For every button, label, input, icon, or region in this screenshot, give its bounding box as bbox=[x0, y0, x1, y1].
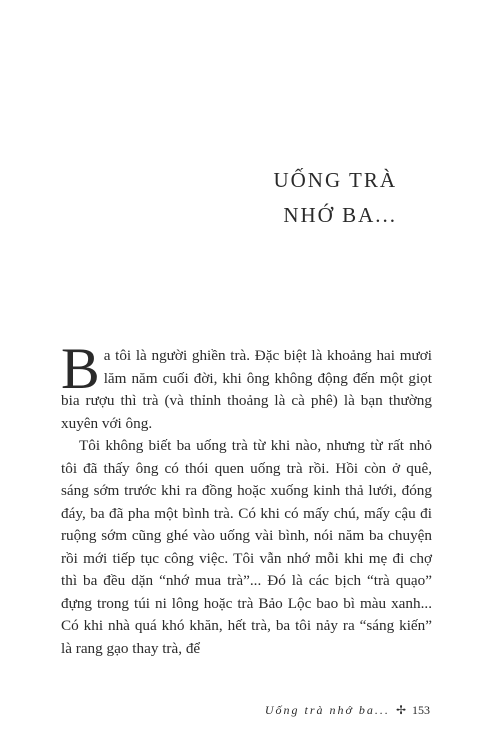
paragraph-1 bbox=[61, 336, 432, 435]
paragraph-1-text: a tôi là người ghiền trà. Đặc biệt là khoảng hai mươi lăm năm cuối đời, khi ông không động đến một giọt bia rượu thì trà (và thỉnh thoảng là cà phê) là bạn thường xuyên với ông. bbox=[61, 347, 432, 432]
drop-cap: B bbox=[61, 336, 100, 401]
running-head: Uống trà nhớ ba... bbox=[264, 703, 390, 717]
chapter-title bbox=[273, 163, 397, 233]
chapter-title-line-1: UỐNG TRÀ bbox=[273, 168, 397, 192]
page-footer bbox=[265, 703, 430, 718]
page-number: 153 bbox=[412, 703, 430, 717]
body-text bbox=[61, 336, 432, 660]
paragraph-2: Tôi không biết ba uống trà từ khi nào, nhưng từ rất nhỏ tôi đã thấy ông có thói quen uống trà rồi. Hồi còn ở quê, sáng sớm trước khi ra đồng hoặc xuống kinh thả lưới, đóng đáy, ba đã pha một bình trà. Có khi có mấy chú, mấy cậu đi ruộng sớm cũng ghé vào uống vài bình, nói năm ba chuyện rồi mới tiếp tục công việc. Tôi vẫn nhớ mỗi khi mẹ đi chợ thì ba đều dặn “nhớ mua trà”... Đó là các bịch “trà quạo” đựng trong túi ni lông hoặc trà Bảo Lộc bao bì màu xanh... Có khi nhà quá khó khăn, hết trà, ba tôi nảy ra “sáng kiến” là rang gạo thay trà, để bbox=[61, 437, 432, 657]
chapter-title-line-2: NHỚ BA... bbox=[283, 203, 397, 227]
ornament-icon: ✢ bbox=[395, 703, 406, 717]
